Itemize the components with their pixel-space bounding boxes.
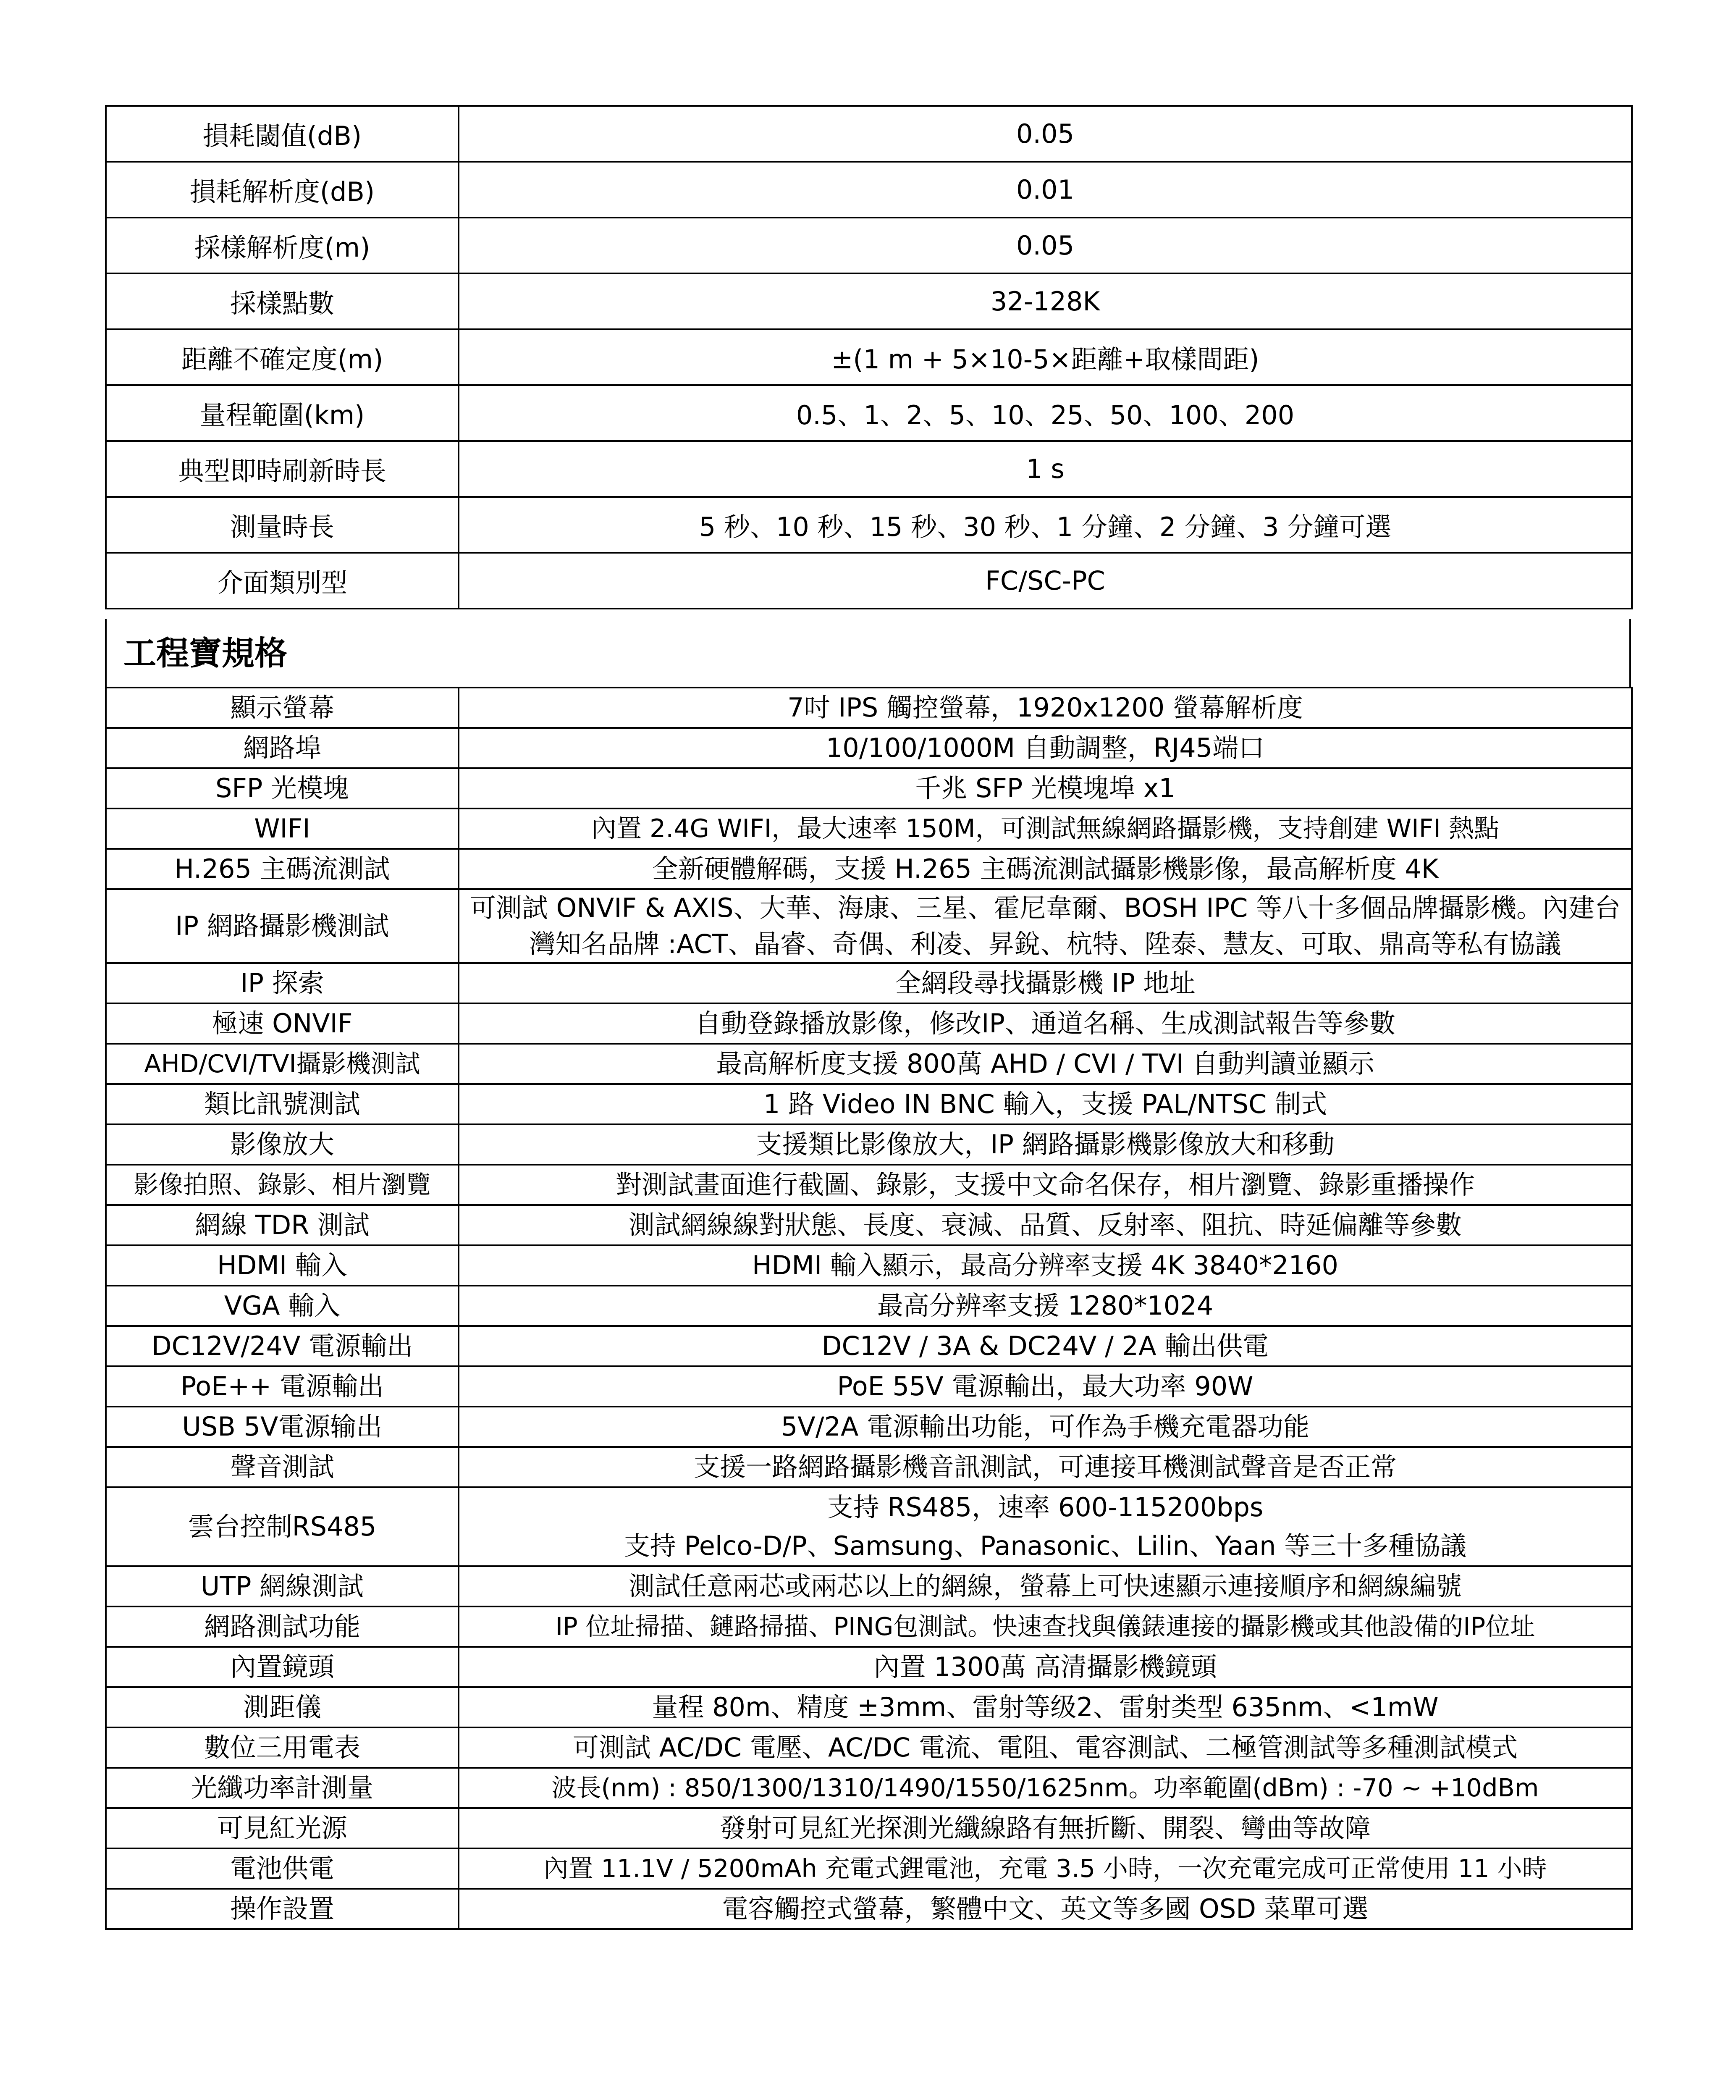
spec-value: 支援類比影像放大，IP 網路攝影機影像放大和移動 <box>459 1124 1632 1165</box>
spec-label: UTP 網線測試 <box>106 1566 459 1606</box>
spec-value: 自動登錄播放影像，修改IP、通道名稱、生成測試報告等參數 <box>459 1003 1632 1044</box>
table-row <box>106 441 1632 497</box>
spec-label: 典型即時刷新時長 <box>106 441 459 497</box>
spec-value <box>459 1487 1632 1566</box>
spec-label: H.265 主碼流測試 <box>106 849 459 889</box>
table-row <box>106 1848 1632 1889</box>
spec-value: 對測試畫面進行截圖、錄影，支援中文命名保存，相片瀏覽、錄影重播操作 <box>459 1165 1632 1205</box>
table-row <box>106 1566 1632 1606</box>
spec-value: 7吋 IPS 觸控螢幕，1920x1200 螢幕解析度 <box>459 688 1632 728</box>
spec-value: 內置 11.1V / 5200mAh 充電式鋰電池，充電 3.5 小時，一次充電完成可正常使用 11 小時 <box>459 1848 1632 1889</box>
spec-label: 影像拍照、錄影、相片瀏覽 <box>106 1165 459 1205</box>
spec-label: 類比訊號測試 <box>106 1084 459 1124</box>
section-title: 工程寶規格 <box>105 619 1631 688</box>
spec-label: 影像放大 <box>106 1124 459 1165</box>
spec-value-line: 支持 Pelco-D/P、Samsung、Panasonic、Lilin、Yaan 等三十多種協議 <box>624 1530 1467 1561</box>
spec-label: DC12V/24V 電源輸出 <box>106 1326 459 1366</box>
table-row <box>106 1808 1632 1848</box>
spec-value: 0.5、1、2、5、10、25、50、100、200 <box>459 385 1632 441</box>
spec-value: 內置 1300萬 高清攝影機鏡頭 <box>459 1647 1632 1687</box>
table-row <box>106 1084 1632 1124</box>
table-row <box>106 1768 1632 1808</box>
spec-label: 採樣解析度(m) <box>106 218 459 273</box>
spec-value: 可測試 ONVIF & AXIS、大華、海康、三星、霍尼韋爾、BOSH IPC 等八十多個品牌攝影機。內建台灣知名品牌 :ACT、晶睿、奇偶、利凌、昇銳、杭特、陞泰、慧友、可取、鼎高等私有協議 <box>459 889 1632 963</box>
spec-label: 可見紅光源 <box>106 1808 459 1848</box>
table-row <box>106 1326 1632 1366</box>
table-row <box>106 385 1632 441</box>
spec-value-line: 支持 RS485，速率 600-115200bps <box>827 1492 1264 1522</box>
spec-label: 距離不確定度(m) <box>106 329 459 385</box>
table-row <box>106 963 1632 1003</box>
spec-label: 量程範圍(km) <box>106 385 459 441</box>
table-row <box>106 1606 1632 1647</box>
spec-label: 介面類別型 <box>106 553 459 609</box>
table-row <box>106 768 1632 808</box>
spec-label: 顯示螢幕 <box>106 688 459 728</box>
spec-value: 0.01 <box>459 162 1632 218</box>
table-row <box>106 329 1632 385</box>
spec-value: 千兆 SFP 光模塊埠 x1 <box>459 768 1632 808</box>
spec-label: 電池供電 <box>106 1848 459 1889</box>
spec-label: SFP 光模塊 <box>106 768 459 808</box>
spec-label: 網路埠 <box>106 728 459 768</box>
spec-label: 測量時長 <box>106 497 459 553</box>
spec-label: 內置鏡頭 <box>106 1647 459 1687</box>
table-row <box>106 1487 1632 1566</box>
table-row <box>106 1687 1632 1727</box>
table-row <box>106 162 1632 218</box>
spec-label: IP 網路攝影機測試 <box>106 889 459 963</box>
table-row <box>106 553 1632 609</box>
spec-value: 5V/2A 電源輸出功能，可作為手機充電器功能 <box>459 1407 1632 1447</box>
spec-label: 光纖功率計測量 <box>106 1768 459 1808</box>
table-row <box>106 1003 1632 1044</box>
spec-label: 損耗閾值(dB) <box>106 106 459 162</box>
spec-value: 測試網線線對狀態、長度、衰減、品質、反射率、阻抗、時延偏離等參數 <box>459 1205 1632 1245</box>
table-row <box>106 1366 1632 1407</box>
table-row <box>106 889 1632 963</box>
spec-label: 測距儀 <box>106 1687 459 1727</box>
table-row <box>106 1165 1632 1205</box>
spec-value: 最高解析度支援 800萬 AHD / CVI / TVI 自動判讀並顯示 <box>459 1044 1632 1084</box>
table-row <box>106 1447 1632 1487</box>
spec-value: 發射可見紅光探測光纖線路有無折斷、開裂、彎曲等故障 <box>459 1808 1632 1848</box>
spec-value: PoE 55V 電源輸出，最大功率 90W <box>459 1366 1632 1407</box>
spec-value: ±(1 m + 5×10-5×距離+取樣間距) <box>459 329 1632 385</box>
table-row <box>106 728 1632 768</box>
spec-label: WIFI <box>106 808 459 849</box>
spec-value: 波長(nm) : 850/1300/1310/1490/1550/1625nm。功率範圍(dBm) : -70 ~ +10dBm <box>459 1768 1632 1808</box>
spec-value: 5 秒、10 秒、15 秒、30 秒、1 分鐘、2 分鐘、3 分鐘可選 <box>459 497 1632 553</box>
spec-label: 極速 ONVIF <box>106 1003 459 1044</box>
spec-label: 數位三用電表 <box>106 1727 459 1768</box>
spec-label: AHD/CVI/TVI攝影機測試 <box>106 1044 459 1084</box>
table-row <box>106 1044 1632 1084</box>
spec-value: 最高分辨率支援 1280*1024 <box>459 1286 1632 1326</box>
spec-value: 支援一路網路攝影機音訊測試，可連接耳機測試聲音是否正常 <box>459 1447 1632 1487</box>
spec-value: 全網段尋找攝影機 IP 地址 <box>459 963 1632 1003</box>
spec-value: 電容觸控式螢幕，繁體中文、英文等多國 OSD 菜單可選 <box>459 1889 1632 1929</box>
spec-value: 可測試 AC/DC 電壓、AC/DC 電流、電阻、電容測試、二極管測試等多種測試模式 <box>459 1727 1632 1768</box>
spec-value: 10/100/1000M 自動調整，RJ45端口 <box>459 728 1632 768</box>
table-row <box>106 1889 1632 1929</box>
table-row <box>106 1124 1632 1165</box>
table-row <box>106 497 1632 553</box>
table-row <box>106 1286 1632 1326</box>
table-row <box>106 1407 1632 1447</box>
spec-label: 雲台控制RS485 <box>106 1487 459 1566</box>
spec-value: HDMI 輸入顯示，最高分辨率支援 4K 3840*2160 <box>459 1245 1632 1286</box>
table-row <box>106 1647 1632 1687</box>
table-row <box>106 273 1632 329</box>
spec-value: 全新硬體解碼，支援 H.265 主碼流測試攝影機影像，最高解析度 4K <box>459 849 1632 889</box>
table-row <box>106 218 1632 273</box>
spec-label: 聲音測試 <box>106 1447 459 1487</box>
spec-value: 32-128K <box>459 273 1632 329</box>
table-row <box>106 1727 1632 1768</box>
table-row <box>106 688 1632 728</box>
table-row <box>106 1245 1632 1286</box>
table-row <box>106 1205 1632 1245</box>
spec-label: 操作設置 <box>106 1889 459 1929</box>
spec-label: IP 探索 <box>106 963 459 1003</box>
spec-label: VGA 輸入 <box>106 1286 459 1326</box>
spec-label: PoE++ 電源輸出 <box>106 1366 459 1407</box>
spec-value: 量程 80m、精度 ±3mm、雷射等级2、雷射类型 635nm、<1mW <box>459 1687 1632 1727</box>
spec-value: 內置 2.4G WIFI，最大速率 150M，可測試無線網路攝影機，支持創建 WIFI 熱點 <box>459 808 1632 849</box>
table-row <box>106 808 1632 849</box>
spec-label: 損耗解析度(dB) <box>106 162 459 218</box>
spec-value: DC12V / 3A & DC24V / 2A 輸出供電 <box>459 1326 1632 1366</box>
spec-value: 1 路 Video IN BNC 輸入，支援 PAL/NTSC 制式 <box>459 1084 1632 1124</box>
optical-spec-table <box>105 105 1633 609</box>
table-row <box>106 106 1632 162</box>
spec-label: 網線 TDR 測試 <box>106 1205 459 1245</box>
spec-value: IP 位址掃描、鏈路掃描、PING包測試。快速查找與儀錶連接的攝影機或其他設備的IP位址 <box>459 1606 1632 1647</box>
spec-value: FC/SC-PC <box>459 553 1632 609</box>
table-row <box>106 849 1632 889</box>
spec-label: HDMI 輸入 <box>106 1245 459 1286</box>
spec-value: 0.05 <box>459 218 1632 273</box>
engineering-spec-table <box>105 687 1633 1930</box>
spec-label: 網路測試功能 <box>106 1606 459 1647</box>
spec-label: 採樣點數 <box>106 273 459 329</box>
spec-value: 1 s <box>459 441 1632 497</box>
spec-label: USB 5V電源输出 <box>106 1407 459 1447</box>
spec-value: 0.05 <box>459 106 1632 162</box>
spec-value: 測試任意兩芯或兩芯以上的網線，螢幕上可快速顯示連接順序和網線編號 <box>459 1566 1632 1606</box>
